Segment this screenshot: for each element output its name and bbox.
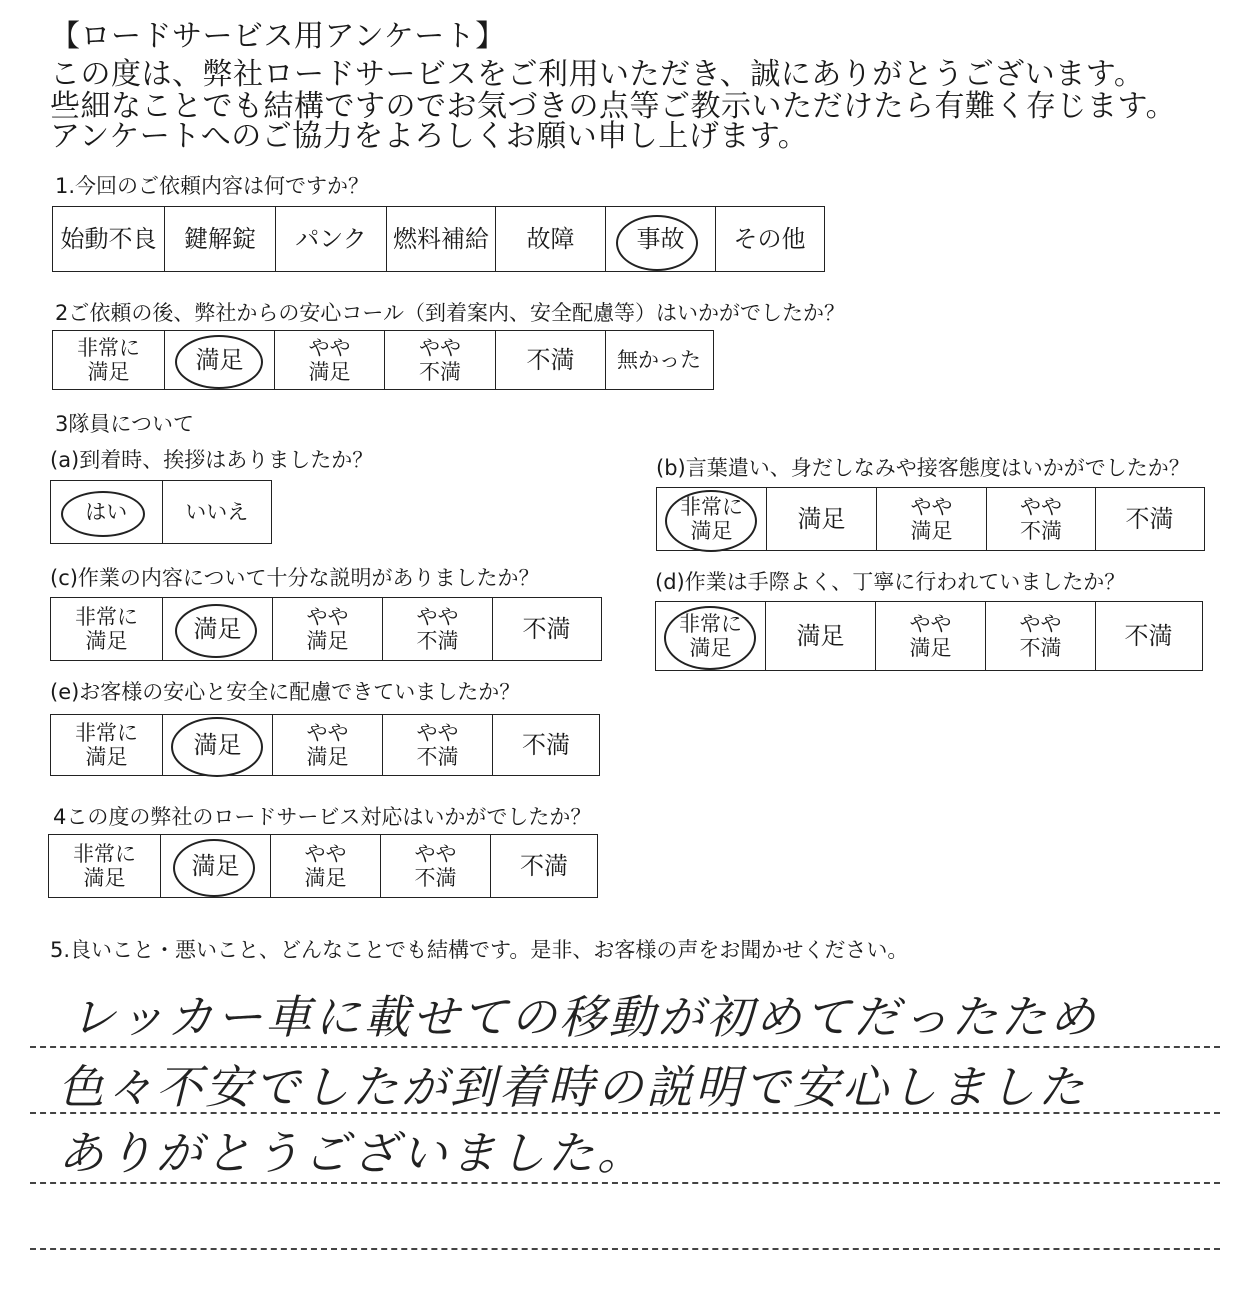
q3b-option[interactable]: 不満 [1095,488,1203,550]
option-label: 鍵解錠 [184,225,256,253]
option-label: 非常に 満足 [680,495,743,543]
q3a-option[interactable]: いいえ [162,481,272,543]
q1-option[interactable] [715,207,823,271]
intro-line-3: アンケートへのご協力をよろしくお願い申し上げます。 [50,119,809,154]
q3d-option[interactable]: やや 不満 [985,602,1095,670]
q4-option[interactable]: やや 不満 [380,835,490,897]
answer-dashed-line [30,1182,1220,1184]
q3c-option[interactable]: やや 不満 [382,598,492,660]
intro-line-1: この度は、弊社ロードサービスをご利用いただき、誠にありがとうございます。 [50,57,1145,92]
q3d-options [655,601,1203,671]
q3c-option[interactable]: 不満 [492,598,600,660]
q4-options [48,834,598,898]
q3e-options [50,714,600,776]
q3d-option[interactable]: 不満 [1095,602,1201,670]
option-label: 満足 [193,615,242,643]
survey-title: 【ロードサービス用アンケート】 [50,19,506,54]
intro-line-2: 些細なことでも結構ですのでお気づきの点等ご教示いただけたら有難く存じます。 [50,89,1177,124]
q3-title: 3隊員について [55,412,194,436]
q3a-title: (a)到着時、挨拶はありましたか？ [50,448,374,472]
option-label: パンク [295,225,367,253]
q3e-option[interactable]: やや 不満 [382,715,492,775]
q2-title: 2ご依頼の後、弊社からの安心コール（到着案内、安全配慮等）はいかがでしたか？ [55,301,845,325]
q2-option-selected[interactable] [164,331,274,389]
q5-title: 5.良いこと・悪いこと、どんなことでも結構です。是非、お客様の声をお聞かせください。 [50,938,909,962]
q1-option[interactable] [53,207,164,271]
q1-option[interactable] [495,207,605,271]
q3e-option[interactable]: 不満 [492,715,599,775]
q3c-options [50,597,602,661]
q3d-option[interactable]: やや 満足 [875,602,985,670]
q2-option[interactable]: 無かった [605,331,712,389]
answer-dashed-line [30,1248,1220,1250]
q3e-option[interactable]: やや 満足 [272,715,382,775]
option-label: 満足 [191,852,240,880]
q2-options [52,330,714,390]
q3e-option-selected[interactable] [162,715,272,775]
q3d-option-selected[interactable] [656,602,765,670]
option-label: 始動不良 [60,225,157,253]
q3e-option[interactable]: 非常に 満足 [75,721,138,769]
q3b-title: (b)言葉遣い、身だしなみや接客態度はいかがでしたか？ [656,456,1190,480]
q3b-option-selected[interactable] [657,488,766,550]
q3c-option[interactable]: やや 満足 [272,598,382,660]
q3b-options [656,487,1205,551]
q1-option[interactable] [164,207,275,271]
q2-option[interactable]: 非常に 満足 [77,336,140,384]
option-label: 満足 [193,731,242,759]
q3d-title: (d)作業は手際よく、丁寧に行われていましたか？ [655,570,1126,594]
q3e-title: (e)お客様の安心と安全に配慮できていましたか？ [50,680,521,704]
q1-options [52,206,825,272]
q3a-option-selected[interactable] [51,481,162,543]
option-label: その他 [733,225,806,253]
q3c-title: (c)作業の内容について十分な説明がありましたか？ [50,566,540,590]
q4-option-selected[interactable] [160,835,270,897]
q3b-option[interactable]: やや 満足 [876,488,986,550]
option-label: 燃料補給 [393,225,489,253]
q1-option-selected[interactable] [605,207,715,271]
handwritten-answer-line-3: ありがとうございました。 [58,1126,646,1180]
option-label: 非常に 満足 [679,612,742,660]
q1-title: 1.今回のご依頼内容は何ですか？ [55,174,370,198]
q3b-option[interactable]: 満足 [766,488,876,550]
q3c-option-selected[interactable] [162,598,272,660]
q3c-option[interactable]: 非常に 満足 [75,605,138,653]
answer-dashed-line [30,1046,1220,1048]
q4-option[interactable]: 非常に 満足 [73,842,136,890]
q4-title: 4この度の弊社のロードサービス対応はいかがでしたか？ [53,805,592,829]
q2-option[interactable]: やや 満足 [274,331,384,389]
q3b-option[interactable]: やや 不満 [986,488,1095,550]
q1-option[interactable] [386,207,495,271]
option-label: 満足 [195,346,244,374]
q4-option[interactable]: 不満 [490,835,597,897]
answer-dashed-line [30,1112,1220,1114]
handwritten-answer-line-1: レッカー車に載せての移動が初めてだったため [70,990,1099,1044]
q3d-option[interactable]: 満足 [765,602,875,670]
option-label: 故障 [526,225,575,253]
q4-option[interactable]: やや 満足 [270,835,380,897]
option-label: 事故 [636,225,685,253]
q2-option[interactable]: 不満 [495,331,605,389]
handwritten-answer-line-2: 色々不安でしたが到着時の説明で安心しました [58,1060,1087,1114]
q3a-options [50,480,272,544]
q1-option[interactable] [275,207,386,271]
q2-option[interactable]: やや 不満 [384,331,495,389]
option-label: はい [85,500,128,524]
